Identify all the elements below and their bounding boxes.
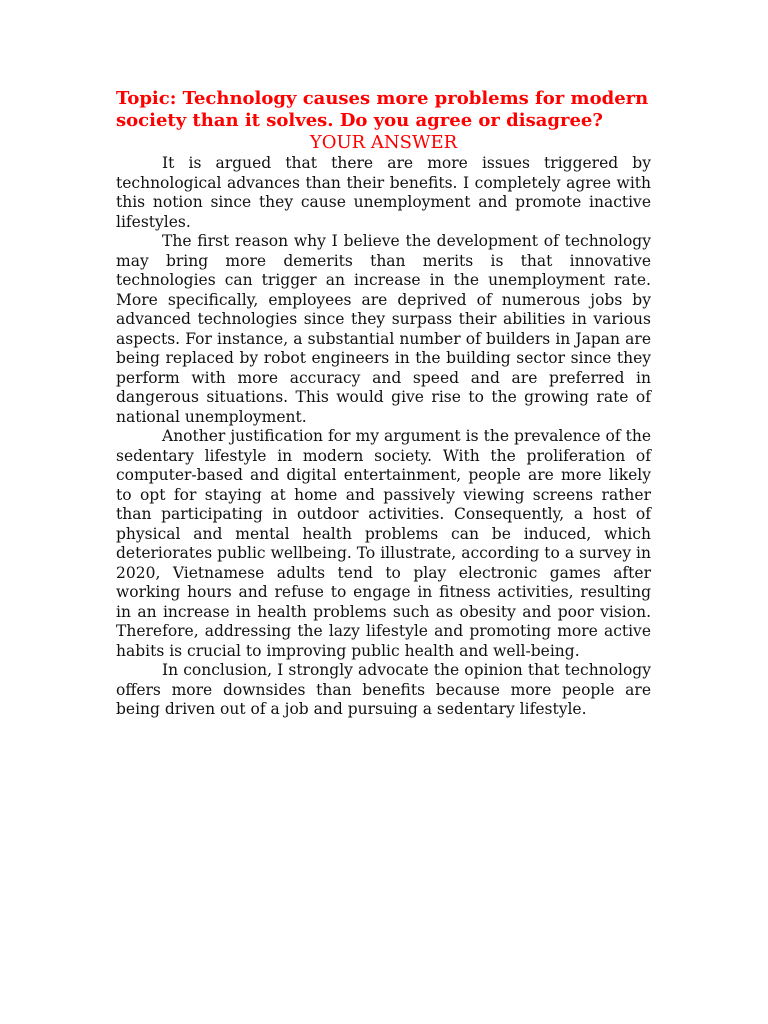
document-page (116, 88, 651, 720)
essay-paragraph-conclusion: In conclusion, I strongly advocate the opinion that technology offers more downsides than benefits because more people are being driven out of a job and pursuing a sedentary lifestyle. (116, 661, 651, 718)
essay-paragraph-body-2: Another justification for my argument is the prevalence of the sedentary lifestyle in modern society. With the proliferation of computer-based and digital entertainment, people are more likely to opt for staying at home and passively viewing screens rather than participating in outdoor activities. Consequently, a host of physical and mental health problems can be induced, which deteriorates public wellbeing. To illustrate, according to a survey in 2020, Vietnamese adults tend to play electronic games after working hours and refuse to engage in fitness activities, resulting in an increase in health problems such as obesity and poor vision. Therefore, addressing the lazy lifestyle and promoting more active habits is crucial to improving public health and well-being. (116, 427, 651, 660)
essay-paragraph-body-1: The first reason why I believe the development of technology may bring more demerits than merits is that innovative technologies can trigger an increase in the unemployment rate. More specifically, employees are deprived of numerous jobs by advanced technologies since they surpass their abilities in various aspects. For instance, a substantial number of builders in Japan are being replaced by robot engineers in the building sector since they perform with more accuracy and speed and are preferred in dangerous situations. This would give rise to the growing rate of national unemployment. (116, 232, 651, 426)
essay-paragraph-introduction: It is argued that there are more issues triggered by technological advances than their benefits. I completely agree with this notion since they cause unemployment and promote inactive lifestyles. (116, 154, 651, 231)
topic-heading: Topic: Technology causes more problems for modern society than it solves. Do you agree or disagree? (116, 88, 649, 131)
answer-heading: YOUR ANSWER (309, 132, 458, 153)
essay-body (116, 154, 651, 720)
